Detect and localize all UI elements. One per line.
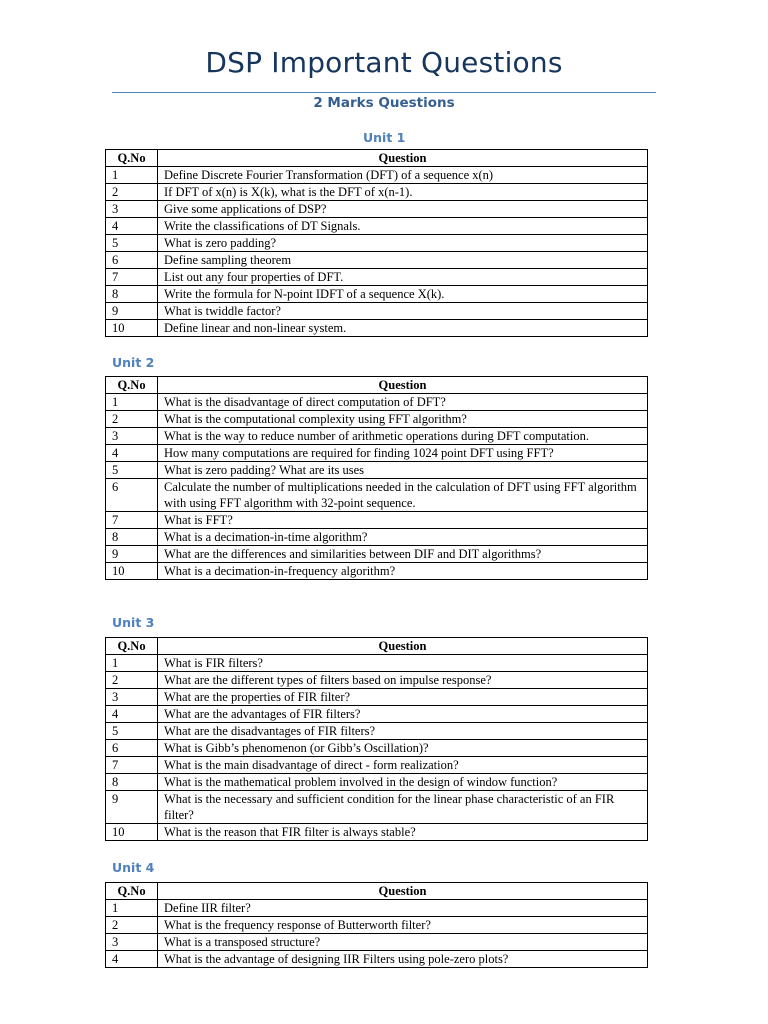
question-text: What is the advantage of designing IIR Filters using pole-zero plots? (158, 951, 648, 968)
question-text: What is the main disadvantage of direct - form realization? (158, 757, 648, 774)
question-text: How many computations are required for finding 1024 point DFT using FFT? (158, 445, 648, 462)
question-number: 8 (106, 529, 158, 546)
table-row (106, 201, 648, 218)
question-number: 9 (106, 303, 158, 320)
qno-column-header: Q.No (106, 150, 158, 167)
table-row (106, 411, 648, 428)
question-column-header: Question (158, 883, 648, 900)
question-number: 4 (106, 951, 158, 968)
table-row (106, 394, 648, 411)
question-text: What is the necessary and sufficient condition for the linear phase characteristic of an FIR filter? (158, 791, 648, 824)
question-column-header: Question (158, 377, 648, 394)
question-number: 10 (106, 824, 158, 841)
question-text: What is the way to reduce number of arithmetic operations during DFT computation. (158, 428, 648, 445)
table-row (106, 723, 648, 740)
question-text: What is the mathematical problem involved in the design of window function? (158, 774, 648, 791)
table-row (106, 445, 648, 462)
question-text: Define Discrete Fourier Transformation (DFT) of a sequence x(n) (158, 167, 648, 184)
table-row (106, 529, 648, 546)
table-row (106, 320, 648, 337)
table-row (106, 706, 648, 723)
question-number: 3 (106, 934, 158, 951)
table-header-row (106, 377, 648, 394)
question-number: 2 (106, 411, 158, 428)
question-text: What is the computational complexity using FFT algorithm? (158, 411, 648, 428)
unit-1-heading: Unit 1 (363, 130, 406, 145)
question-number: 2 (106, 917, 158, 934)
question-number: 6 (106, 252, 158, 269)
question-text: What are the differences and similarities between DIF and DIT algorithms? (158, 546, 648, 563)
table-row (106, 757, 648, 774)
unit-4-heading: Unit 4 (112, 860, 155, 875)
question-number: 1 (106, 167, 158, 184)
table-row (106, 184, 648, 201)
table-row (106, 824, 648, 841)
question-number: 6 (106, 479, 158, 512)
question-number: 7 (106, 757, 158, 774)
table-row (106, 462, 648, 479)
table-row (106, 655, 648, 672)
unit-2-table (105, 376, 648, 580)
table-row (106, 934, 648, 951)
table-row (106, 774, 648, 791)
question-text: What is FIR filters? (158, 655, 648, 672)
section-subtitle: 2 Marks Questions (313, 95, 455, 111)
table-row (106, 252, 648, 269)
question-text: Define IIR filter? (158, 900, 648, 917)
question-number: 10 (106, 563, 158, 580)
question-text: Define sampling theorem (158, 252, 648, 269)
page-title: DSP Important Questions (205, 46, 563, 79)
table-row (106, 689, 648, 706)
question-number: 5 (106, 235, 158, 252)
table-row (106, 303, 648, 320)
question-number: 8 (106, 774, 158, 791)
question-text: What is FFT? (158, 512, 648, 529)
question-text: What is the reason that FIR filter is always stable? (158, 824, 648, 841)
question-number: 3 (106, 201, 158, 218)
question-number: 1 (106, 655, 158, 672)
question-number: 4 (106, 445, 158, 462)
question-text: What is zero padding? What are its uses (158, 462, 648, 479)
question-text: What are the advantages of FIR filters? (158, 706, 648, 723)
question-text: If DFT of x(n) is X(k), what is the DFT of x(n-1). (158, 184, 648, 201)
question-number: 5 (106, 462, 158, 479)
table-row (106, 167, 648, 184)
unit-3-table (105, 637, 648, 841)
table-row (106, 512, 648, 529)
question-column-header: Question (158, 150, 648, 167)
question-text: What is Gibb’s phenomenon (or Gibb’s Oscillation)? (158, 740, 648, 757)
table-row (106, 900, 648, 917)
unit-3-heading: Unit 3 (112, 615, 155, 630)
question-number: 2 (106, 672, 158, 689)
question-text: Give some applications of DSP? (158, 201, 648, 218)
question-text: Write the formula for N-point IDFT of a sequence X(k). (158, 286, 648, 303)
table-row (106, 951, 648, 968)
title-underline (112, 92, 656, 93)
question-number: 6 (106, 740, 158, 757)
question-text: What is zero padding? (158, 235, 648, 252)
question-text: What is a decimation-in-frequency algorithm? (158, 563, 648, 580)
question-number: 1 (106, 394, 158, 411)
qno-column-header: Q.No (106, 638, 158, 655)
table-row (106, 428, 648, 445)
table-row (106, 546, 648, 563)
unit-4-table (105, 882, 648, 968)
qno-column-header: Q.No (106, 377, 158, 394)
question-text: What is the frequency response of Butterworth filter? (158, 917, 648, 934)
question-number: 7 (106, 269, 158, 286)
table-header-row (106, 638, 648, 655)
table-row (106, 269, 648, 286)
question-text: List out any four properties of DFT. (158, 269, 648, 286)
question-number: 10 (106, 320, 158, 337)
question-number: 9 (106, 546, 158, 563)
table-row (106, 286, 648, 303)
question-text: What is a transposed structure? (158, 934, 648, 951)
question-number: 1 (106, 900, 158, 917)
unit-1-table (105, 149, 648, 337)
question-number: 3 (106, 428, 158, 445)
table-row (106, 791, 648, 824)
question-number: 7 (106, 512, 158, 529)
question-number: 8 (106, 286, 158, 303)
table-row (106, 672, 648, 689)
question-number: 5 (106, 723, 158, 740)
table-row (106, 479, 648, 512)
qno-column-header: Q.No (106, 883, 158, 900)
question-text: What is the disadvantage of direct computation of DFT? (158, 394, 648, 411)
question-text: What are the different types of filters based on impulse response? (158, 672, 648, 689)
question-text: What is a decimation-in-time algorithm? (158, 529, 648, 546)
unit-2-heading: Unit 2 (112, 355, 155, 370)
question-number: 2 (106, 184, 158, 201)
question-number: 4 (106, 218, 158, 235)
table-row (106, 740, 648, 757)
question-number: 9 (106, 791, 158, 824)
question-number: 3 (106, 689, 158, 706)
table-row (106, 563, 648, 580)
question-text: Calculate the number of multiplications needed in the calculation of DFT using FFT algorithm with using FFT algorithm with 32-point sequence. (158, 479, 648, 512)
table-header-row (106, 883, 648, 900)
table-row (106, 917, 648, 934)
table-row (106, 235, 648, 252)
table-header-row (106, 150, 648, 167)
question-text: What are the disadvantages of FIR filters? (158, 723, 648, 740)
question-text: Write the classifications of DT Signals. (158, 218, 648, 235)
question-text: What is twiddle factor? (158, 303, 648, 320)
table-row (106, 218, 648, 235)
question-text: Define linear and non-linear system. (158, 320, 648, 337)
question-text: What are the properties of FIR filter? (158, 689, 648, 706)
question-number: 4 (106, 706, 158, 723)
question-column-header: Question (158, 638, 648, 655)
